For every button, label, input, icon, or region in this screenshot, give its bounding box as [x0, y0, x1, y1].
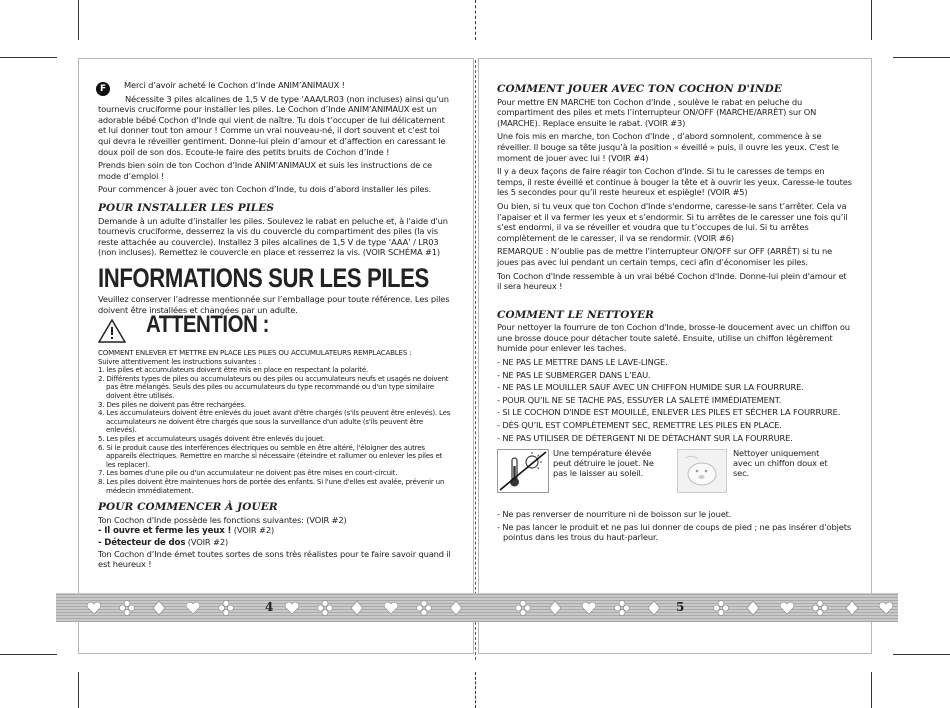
- heart-icon: [383, 600, 399, 619]
- install-heading: POUR INSTALLER LES PILES: [98, 201, 275, 214]
- heart-icon: [779, 600, 795, 619]
- left-content: [98, 80, 453, 570]
- diamond-icon: [845, 600, 859, 620]
- start-intro: Ton Cochon d'Inde possède les fonctions suivantes: (VOIR #2): [98, 514, 347, 525]
- diamond-icon: [647, 600, 661, 620]
- intro-thanks: Merci d’avoir acheté le Cochon d’Inde ANIM’ANIMAUX !: [124, 80, 345, 90]
- diamond-icon: [152, 600, 166, 620]
- battery-info-text: Veuillez conserver l’adresse mentionnée sur l’emballage pour toute référence. Les piles doivent être installées et changées par un adulte.: [98, 293, 450, 315]
- heart-icon: [284, 600, 300, 619]
- flower-icon: [515, 600, 531, 620]
- attention-line: COMMENT ENLEVER ET METTRE EN PLACE LES PILES OU ACCUMULATEURS REMPLACABLES :: [98, 348, 412, 358]
- clean-list-item: - NE PAS LE METTRE DANS LE LAVE-LINGE.: [497, 357, 668, 368]
- extra-warning-item: - Ne pas lancer le produit et ne pas lui donner de coups de pied ; ne pas insérer d’objets pointus dans les trous du haut-parleur.: [497, 521, 851, 543]
- intro-description: Nécessite 3 piles alcalines de 1,5 V de type ‘AAA/LR03 (non incluses) ainsi qu’un tournevis cruciforme pour installer les piles. Le Cochon d’Inde ANIM’ANIMAUX est un adorable bébé Cochon d’Inde qui vient de naître. Tu dois t’occuper de lui délicatement et lui donner tout ton amour ! Comme un vrai nouveau-né, il dort souvent et c’est toi qui devra le réveiller gentiment. Donne-lui plein d’amour et d’affection en caressant le doux poil de son dos. Ecoute-le faire des petits bruits de Cochon d’Inde !: [98, 93, 449, 157]
- flower-icon: [713, 600, 729, 620]
- diamond-icon: [449, 600, 463, 620]
- attention-line: 1. les piles et accumulateurs doivent être mis en place en respectant la polarité.: [98, 365, 369, 375]
- clean-list-item: - SI LE COCHON D'INDE EST MOUILLÉ, ENLEVER LES PILES ET SÉCHER LA FOURRURE.: [497, 407, 841, 418]
- flower-icon: [416, 600, 432, 620]
- clean-list-item: - POUR QU’IL NE SE TACHE PAS, ESSUYER LA SALETÉ IMMÉDIATEMENT.: [497, 394, 782, 405]
- crop-mark: [78, 672, 79, 708]
- diamond-icon: [350, 600, 364, 620]
- heart-icon: [86, 600, 102, 619]
- clean-list-item: - NE PAS LE SUBMERGER DANS L’EAU.: [497, 369, 651, 380]
- attention-line: 5. Les piles et accumulateurs usagés doivent être enlevés du jouet.: [98, 434, 325, 444]
- heart-icon: [878, 600, 894, 619]
- attention-line: Suivre attentivement les instructions suivantes :: [98, 356, 261, 366]
- crop-mark: [893, 654, 950, 655]
- attention-line: 4. Les accumulateurs doivent être enlevés du jouet avant d'être chargés (s'ils peuvent être enlevés). Les accumulateurs ne doivent être chargés que sous la surveillance d'un adulte (s'ils peuvent être enlevés).: [98, 408, 451, 435]
- attention-list: [98, 349, 453, 495]
- thermometer-sun-icon: [497, 449, 549, 493]
- crop-mark: [871, 0, 872, 40]
- clean-list-item: - NE PAS UTILISER DE DÉTERGENT NI DE DÉTACHANT SUR LA FOURRURE.: [497, 432, 793, 443]
- fold-line: [475, 672, 476, 708]
- battery-info-heading: INFORMATIONS SUR LES PILES: [98, 262, 429, 293]
- crop-mark: [0, 57, 57, 58]
- diamond-icon: [548, 600, 562, 620]
- start-heading: POUR COMMENCER À JOUER: [98, 501, 278, 514]
- care-cleaning-text: Nettoyer uniquement avec un chiffon doux et sec.: [733, 448, 828, 478]
- play-heading: COMMENT JOUER AVEC TON COCHON D'INDE: [497, 83, 782, 95]
- decorative-band: [56, 593, 898, 622]
- play-paragraph: Ou bien, si tu veux que ton Cochon d'Inde s'endorme, caresse-le sans t’arrêter. Cela va l’apaiser et il va fermer les yeux et s’endormir. Si tu arrêtes de le caresser une fois qu’il s’est endormi, il va se réveiller et voudra que tu t’occupes de lui. Si tu arrêtes complètement de le caresser, il va se rendormir. (VOIR #6): [497, 200, 848, 243]
- heart-icon: [185, 600, 201, 619]
- clean-list-item: - DÈS QU’IL EST COMPLÈTEMENT SEC, REMETTRE LES PILES EN PLACE.: [497, 420, 782, 431]
- play-paragraph: Pour mettre EN MARCHE ton Cochon d'Inde , soulève le rabat en peluche du compartiment des piles et mets l’interrupteur ON/OFF (MARCHE/ARRÊT) sur ON (MARCHE). Replace ensuite le rabat. (VOIR #3): [497, 96, 817, 128]
- page-number-left: 4: [265, 600, 274, 614]
- play-paragraph: REMARQUE : N’oublie pas de mettre l’interrupteur ON/OFF sur OFF (ARRÊT) si tu ne joues pas avec lui pendant un certain temps, ceci afin d’économiser les piles.: [497, 246, 833, 267]
- install-text: Demande à un adulte d’installer les piles. Soulevez le rabat en peluche et, à l'aide d'un tournevis cruciforme, desserrez la vis du couvercle du compartiment des piles (la vis reste attachée au couvercle). Installez 3 piles alcalines de 1,5 V de type ‘AAA’ / LR03 (non incluses). Remettez le couvercle en place et resserrez la vis. (VOIR SCHÉMA #1): [98, 215, 448, 258]
- play-paragraph: Ton Cochon d'Inde ressemble à un vrai bébé Cochon d'Inde. Donne-lui plein d'amour et il sera heureux !: [497, 270, 847, 292]
- page-number-right: 5: [676, 600, 685, 614]
- clean-list-item: - NE PAS LE MOUILLER SAUF AVEC UN CHIFFON HUMIDE SUR LA FOURRURE.: [497, 382, 804, 393]
- flower-icon: [812, 600, 828, 620]
- attention-line: 8. Les piles doivent être maintenues hors de portée des enfants. Si l'une d'elles est avalée, prévenir un médecin immédiatement.: [98, 477, 445, 495]
- start-outro: Ton Cochon d’Inde émet toutes sortes de sons très réalistes pour te faire savoir quand il est heureux !: [98, 548, 451, 570]
- fold-line: [475, 0, 476, 40]
- crop-mark: [78, 0, 79, 40]
- intro-care: Prends bien soin de ton Cochon d’Inde ANIM’ANIMAUX et suis les instructions de ce mode d’emploi !: [98, 160, 433, 181]
- flower-icon: [119, 600, 135, 620]
- feature-back-ref: (VOIR #2): [185, 536, 229, 547]
- crop-mark: [871, 672, 872, 708]
- play-paragraph: Il y a deux façons de faire réagir ton Cochon d'Inde. Si tu le caresses de temps en temps, il reste éveillé et continue à bouger la tête et à ouvrir les yeux. Caresse-le toutes les 5 secondes pour qu’il reste heureux et espiègle! (VOIR #5): [497, 166, 852, 198]
- warning-triangle-icon: [98, 319, 126, 346]
- attention-line: 2. Différents types de piles ou accumulateurs ou des piles ou accumulateurs neufs et usagés ne doivent pas être mélangés. Seuls des piles ou accumulateurs du type recommandé ou d'un type similaire doivent être utilisés.: [98, 373, 449, 401]
- flower-icon: [317, 600, 333, 620]
- feature-eyes-label: - Il ouvre et ferme les yeux !: [98, 526, 232, 537]
- clean-heading: COMMENT LE NETTOYER: [497, 308, 654, 321]
- extra-warning-item: - Ne pas renverser de nourriture ni de boisson sur le jouet.: [497, 509, 732, 520]
- attention-line: 7. Les bornes d'une pile ou d'un accumulateur ne doivent pas être mises en court-circuit.: [98, 468, 398, 478]
- attention-line: 3. Des piles ne doivent pas être rechargées.: [98, 399, 246, 409]
- clean-intro: Pour nettoyer la fourrure de ton Cochon d'Inde, brosse-le doucement avec un chiffon ou une brosse douce pour détacher toute saleté. Ensuite, utilise un chiffon légèrement humide pour enlever les taches.: [497, 322, 850, 354]
- language-badge: F: [96, 82, 110, 96]
- heart-icon: [581, 600, 597, 619]
- flower-icon: [614, 600, 630, 620]
- flower-icon: [218, 600, 234, 620]
- cloth-pet-icon: [677, 449, 727, 493]
- play-paragraph: Une fois mis en marche, ton Cochon d'Inde , d’abord somnolent, commence à se réveiller. Il bouge sa tête jusqu’à la position « éveillé » puis, il ouvre les yeux. C'est le moment de jouer avec lui ! (VOIR #4): [497, 131, 839, 163]
- intro-start: Pour commencer à jouer avec ton Cochon d’Inde, tu dois d’abord installer les piles.: [98, 184, 432, 195]
- feature-eyes: [98, 525, 453, 537]
- care-temperature-text: Une température élevée peut détruire le jouet. Ne pas le laisser au soleil.: [553, 448, 654, 478]
- extra-warnings: [497, 509, 853, 543]
- care-symbols: [497, 449, 853, 501]
- diamond-icon: [746, 600, 760, 620]
- right-content: [497, 80, 853, 545]
- fold-line: [475, 60, 476, 660]
- feature-back: [98, 537, 453, 549]
- crop-mark: [893, 57, 950, 58]
- clean-list: [497, 357, 853, 443]
- feature-back-label: - Détecteur de dos: [98, 537, 186, 548]
- attention-line: 6. Si le produit cause des interférences électriques ou semble en être altéré, l'éloigner des autres appareils électriques. Remettre en marche si nécessaire (éteindre et rallumer ou enlever les piles et les replacer).: [98, 442, 443, 469]
- attention-block: [98, 311, 453, 345]
- feature-eyes-ref: (VOIR #2): [231, 525, 275, 536]
- crop-mark: [0, 654, 57, 655]
- attention-title: ATTENTION :: [146, 311, 269, 339]
